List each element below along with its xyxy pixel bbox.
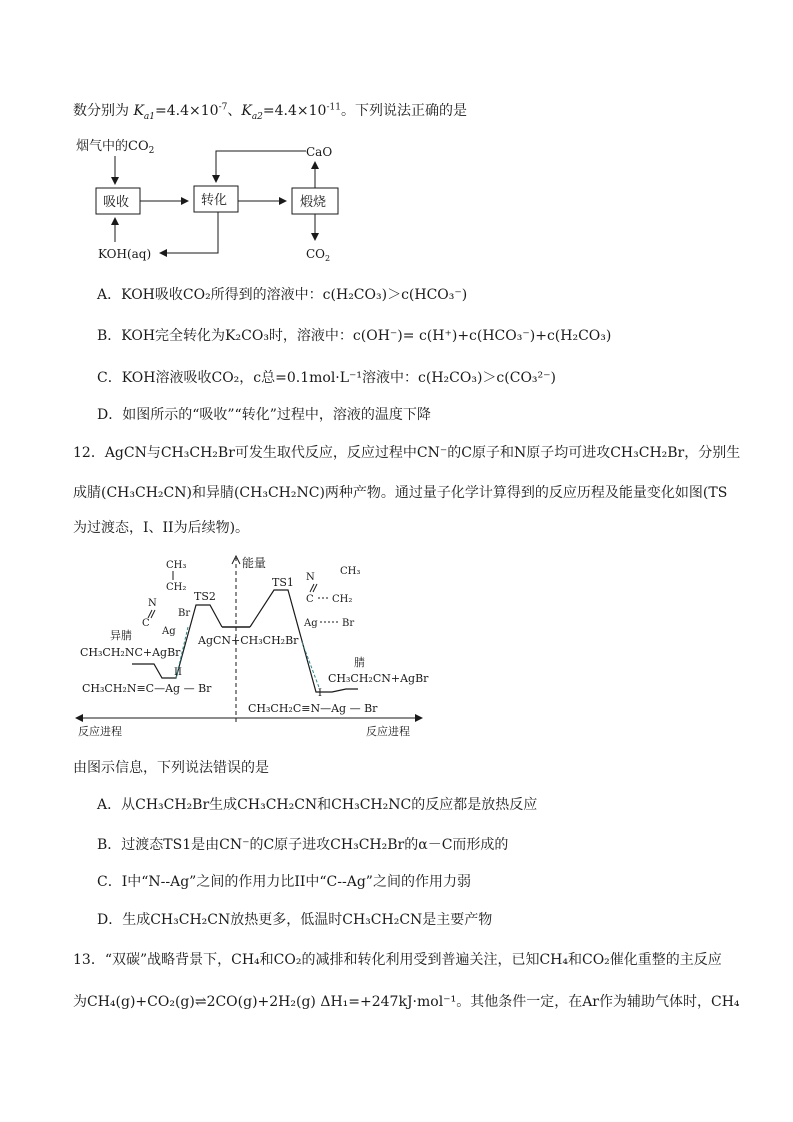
- ts1-n: N: [306, 572, 315, 583]
- co2-product-label: $CO_2$: [306, 247, 331, 263]
- ts2-label: TS2: [194, 590, 216, 603]
- int-ii-mark: II: [174, 667, 182, 678]
- q11-option-b: B．KOH完全转化为K₂CO₃时，溶液中：c(OH⁻)= c(H⁺)+c(HCO₃⁻)+c(H₂CO₃): [97, 328, 612, 344]
- ts2-ch2: CH₂: [166, 582, 187, 593]
- calcine-label: 煅烧: [300, 195, 327, 210]
- flue-gas-label: 烟气中的$CO_2$: [76, 139, 155, 156]
- q12-option-b: B．过渡态TS1是由CN⁻的C原子进攻CH₃CH₂Br的α－C而形成的: [97, 837, 509, 853]
- reactant-label: AgCN+CH₃CH₂Br: [198, 634, 299, 647]
- isonitrile-product: CH₃CH₂NC+AgBr: [80, 646, 181, 659]
- nitrile-product: CH₃CH₂CN+AgBr: [328, 672, 429, 685]
- q12-option-c: C．I中“N--Ag”之间的作用力比II中“C--Ag”之间的作用力弱: [97, 874, 471, 890]
- absorb-label: 吸收: [103, 195, 130, 210]
- isonitrile-label: 异腈: [110, 629, 132, 642]
- q11-option-a: A．KOH吸收CO₂所得到的溶液中：c(H₂CO₃)＞c(HCO₃⁻): [97, 287, 468, 303]
- q12-option-a: A．从CH₃CH₂Br生成CH₃CH₂CN和CH₃CH₂NC的反应都是放热反应: [97, 797, 538, 813]
- q12-option-d: D．生成CH₃CH₂CN放热更多，低温时CH₃CH₂CN是主要产物: [97, 912, 493, 928]
- ts2-br: Br: [178, 608, 191, 619]
- int-i-structure: CH₃CH₂C≡N—Ag — Br: [248, 702, 378, 715]
- q12-stem-line3: 为过渡态，I、II为后续物)。: [73, 520, 250, 536]
- q12-stem-line2: 成腈(CH₃CH₂CN)和异腈(CH₃CH₂NC)两种产物。通过量子化学计算得到的反应历程及能量变化如图(TS: [73, 485, 728, 501]
- q13-stem-line2: 为CH₄(g)+CO₂(g)⇌2CO(g)+2H₂(g) ΔH₁=+247kJ·mol⁻¹。其他条件一定，在Ar作为辅助气体时，CH₄: [73, 994, 740, 1010]
- ts1-ch3: CH₃: [340, 566, 361, 577]
- ts2-n: N: [148, 598, 157, 609]
- energy-label: 能量: [242, 556, 267, 570]
- ts1-label: TS1: [272, 576, 294, 589]
- int-ii-structure: CH₃CH₂N≡C—Ag — Br: [82, 682, 212, 695]
- q13-stem-line1: 13．“双碳”战略背景下，CH₄和CO₂的减排和转化利用受到普遍关注，已知CH₄和CO₂催化重整的主反应: [73, 952, 722, 968]
- nitrile-label: 腈: [354, 656, 365, 669]
- ts2-ch3: CH₃: [166, 560, 187, 571]
- ts1-br: Br: [342, 618, 355, 629]
- koh-label: KOH(aq): [98, 247, 152, 261]
- ts1-c: C: [306, 594, 314, 605]
- ts2-c: C: [142, 618, 150, 629]
- ts1-ag: Ag: [304, 618, 318, 629]
- cao-label: CaO: [306, 145, 333, 159]
- ts2-ag: Ag: [162, 626, 176, 637]
- reaction-axis-left-label: 反应进程: [78, 725, 122, 738]
- q12-stem-line1: 12．AgCN与CH₃CH₂Br可发生取代反应，反应过程中CN⁻的C原子和N原子均可进攻CH₃CH₂Br，分别生: [73, 445, 741, 461]
- reaction-axis-right-label: 反应进程: [366, 725, 410, 738]
- ts1-ch2: CH₂: [332, 594, 353, 605]
- q12-question: 由图示信息，下列说法错误的是: [73, 760, 269, 776]
- convert-label: 转化: [201, 193, 228, 208]
- q11-option-d: D．如图所示的“吸收”“转化”过程中，溶液的温度下降: [97, 407, 431, 423]
- q11-intro: 数分别为 $K_{a1}=4.4\times 10^{-7}$、$K_{a2}=4.4\times 10^{-11}$。下列说法正确的是: [73, 102, 467, 122]
- q11-flow-diagram: [70, 128, 370, 268]
- int-i-mark: I: [318, 688, 322, 699]
- q11-option-c: C．KOH溶液吸收CO₂，c总=0.1mol·L⁻¹溶液中：c(H₂CO₃)＞c(CO₃²⁻): [97, 370, 557, 386]
- q12-energy-diagram: [70, 552, 430, 740]
